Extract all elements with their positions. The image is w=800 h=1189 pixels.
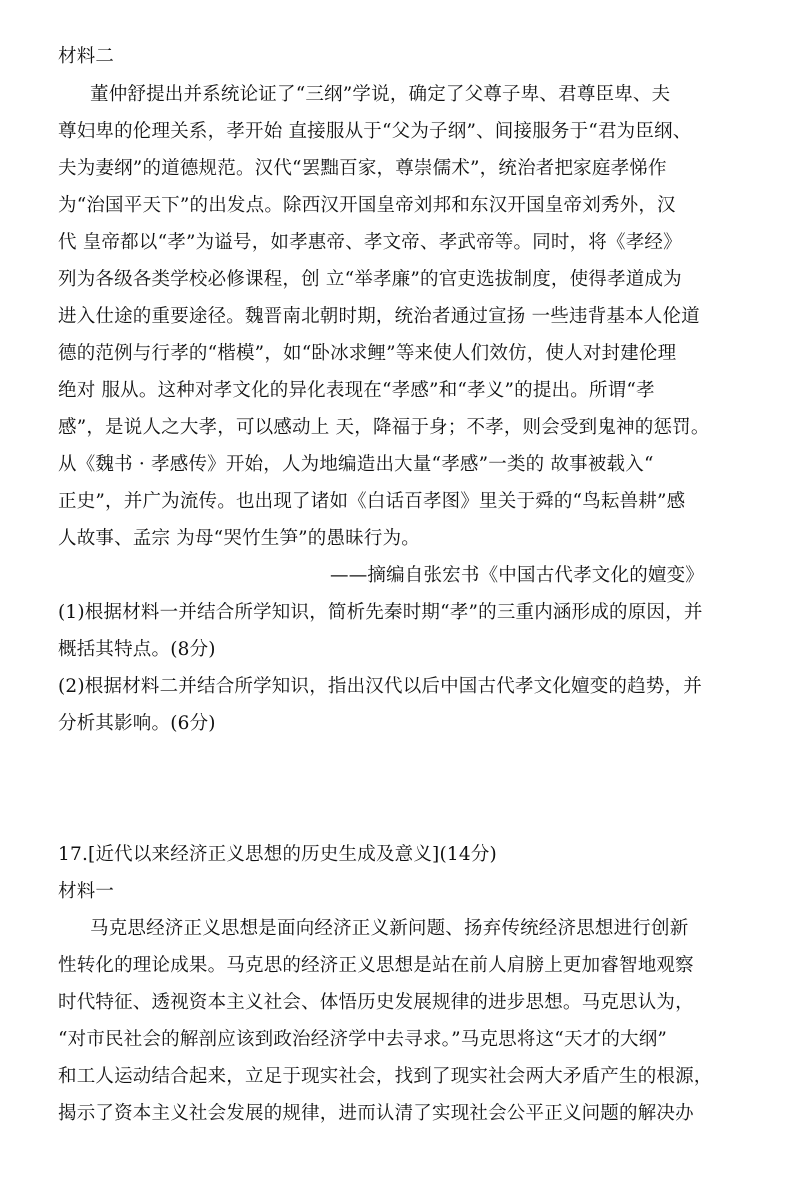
material-one-line-6: 揭示了资本主义社会发展的规律，进而认清了实现社会公平正义问题的解决办 [58,1103,694,1124]
material-one-line-5: 和工人运动结合起来，立足于现实社会，找到了现实社会两大矛盾产生的根源， [58,1066,713,1087]
material-two-line-12: 正史”，并广为流传。也出现了诸如《白话百孝图》里关于舜的“鸟耘兽耕”感 [58,491,686,512]
material-one-line-2: 性转化的理论成果。马克思的经济正义思想是站在前人肩膀上更加睿智地观察 [58,955,694,976]
material-one-line-4: “对市民社会的解剖应该到政治经济学中去寻求。”马克思将这“天才的大纲” [58,1029,668,1050]
question-17-title: 17.[近代以来经济正义思想的历史生成及意义](14分) [58,844,497,865]
material-two-line-1: 董仲舒提出并系统论证了“三纲”学说，确定了父尊子卑、君尊臣卑、夫 [90,84,671,105]
material-two-source: ——摘编自张宏书《中国古代孝文化的嬗变》 [330,565,705,586]
material-two-line-4: 为“治国平天下”的出发点。除西汉开国皇帝刘邦和东汉开国皇帝刘秀外，汉 [58,195,676,216]
material-two-line-13: 人故事、孟宗 为母“哭竹生笋”的愚昧行为。 [58,528,420,549]
material-two-line-5: 代 皇帝都以“孝”为谥号，如孝惠帝、孝文帝、孝武帝等。同时，将《孝经》 [58,232,682,253]
material-two-line-8: 德的范例与行孝的“楷模”，如“卧冰求鲤”等来使人们效仿，使人对封建伦理 [58,343,677,364]
material-two-line-3: 夫为妻纲”的道德规范。汉代“罢黜百家，尊崇儒术”，统治者把家庭孝悌作 [58,158,667,179]
question-1-line-2: 概括其特点。(8分) [58,639,216,660]
material-two-line-2: 尊妇卑的伦理关系，孝开始 直接服从于“父为子纲”、间接服务于“君为臣纲、 [58,121,692,142]
question-2-line-2: 分析其影响。(6分) [58,713,216,734]
material-one-line-3: 时代特征、透视资本主义社会、体悟历史发展规律的进步思想。马克思认为， [58,992,694,1013]
material-one-heading: 材料一 [58,881,115,902]
material-two-heading: 材料二 [58,46,115,67]
material-two-line-6: 列为各级各类学校必修课程，创 立“举孝廉”的官吏选拔制度，使得孝道成为 [58,269,682,290]
material-two-line-10: 感”，是说人之大孝，可以感动上 天，降福于身；不孝，则会受到鬼神的惩罚。 [58,417,710,438]
question-2-line-1: (2)根据材料二并结合所学知识，指出汉代以后中国古代孝文化嬗变的趋势，并 [58,676,702,697]
material-two-line-11: 从《魏书 · 孝感传》开始，人为地编造出大量“孝感”一类的 故事被载入“ [58,454,654,475]
material-two-line-9: 绝对 服从。这种对孝文化的异化表现在“孝感”和“孝义”的提出。所谓“孝 [58,380,655,401]
material-one-line-1: 马克思经济正义思想是面向经济正义新问题、扬弃传统经济思想进行创新 [90,918,689,939]
question-1-line-1: (1)根据材料一并结合所学知识，简析先秦时期“孝”的三重内涵形成的原因，并 [58,602,703,623]
material-two-line-7: 进入仕途的重要途径。魏晋南北朝时期，统治者通过宣扬 一些违背基本人伦道 [58,306,700,327]
